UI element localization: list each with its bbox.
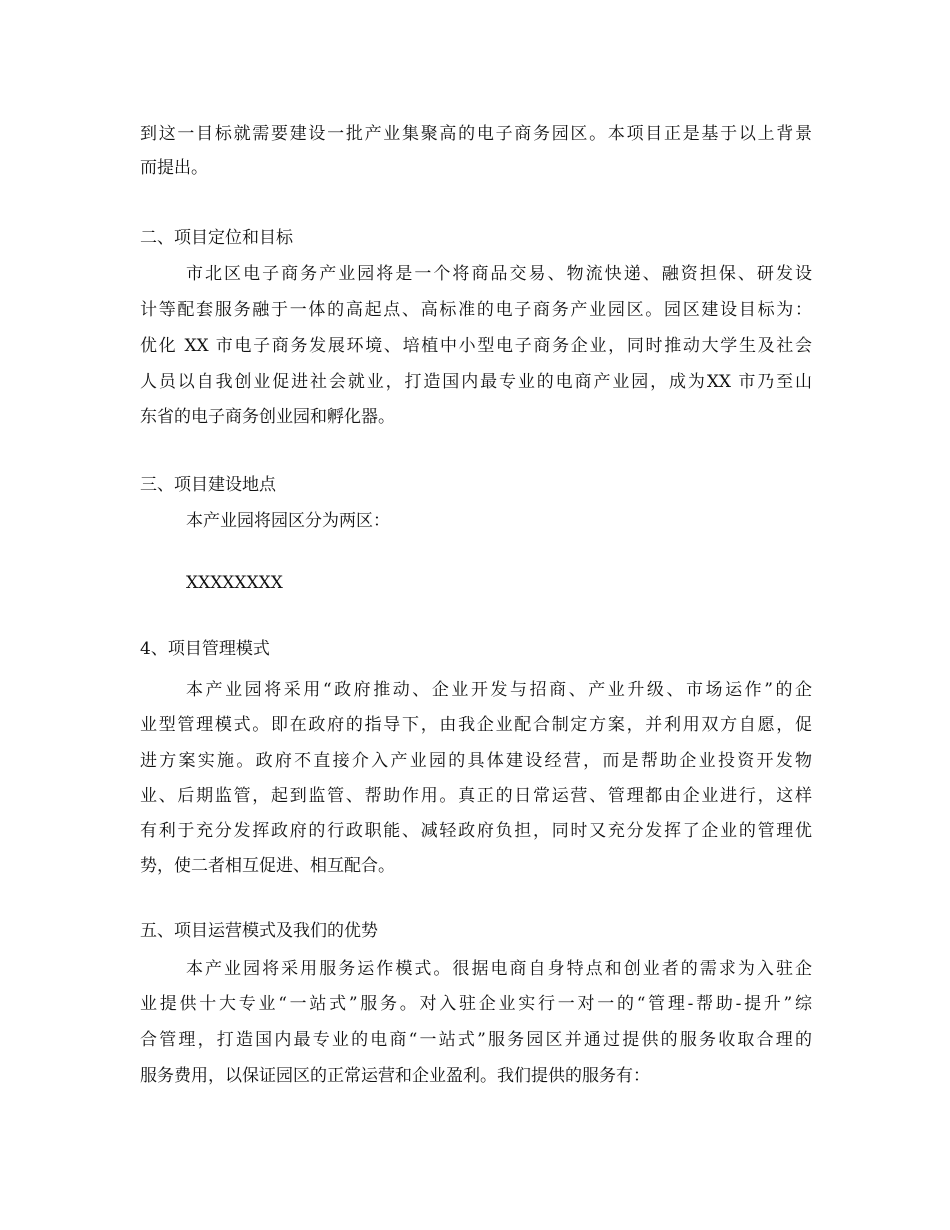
section-5-line-2: 业提供十大专业“一站式”服务。对入驻企业实行一对一的“管理-帮助-提升”综 xyxy=(140,994,812,1014)
section-4-heading: 4、项目管理模式 xyxy=(140,639,270,659)
section-3-heading: 三、项目建设地点 xyxy=(140,475,276,495)
section-2-line-5: 东省的电子商务创业园和孵化器。 xyxy=(140,407,395,427)
section-2-line-2: 计等配套服务融于一体的高起点、高标准的电子商务产业园区。园区建设目标为： xyxy=(140,300,812,320)
section-5-line-1: 本产业园将采用服务运作模式。很据电商自身特点和创业者的需求为入驻企 xyxy=(186,959,812,979)
section-2-line-4: 人员以自我创业促进社会就业，打造国内最专业的电商产业园，成为XX 市乃至山 xyxy=(140,372,812,392)
section-5-line-4: 服务费用，以保证园区的正常运营和企业盈利。我们提供的服务有： xyxy=(140,1066,650,1086)
section-4-line-6: 势，使二者相互促进、相互配合。 xyxy=(140,856,395,876)
section-2-line-3: 优化 XX 市电子商务发展环境、培植中小型电子商务企业，同时推动大学生及社会 xyxy=(140,336,812,356)
section-4-line-4: 业、后期监管，起到监管、帮助作用。真正的日常运营、管理都由企业进行，这样 xyxy=(140,786,812,806)
intro-line-2: 而提出。 xyxy=(140,158,208,178)
section-3-line-2: XXXXXXXX xyxy=(186,573,283,593)
intro-line-1: 到这一目标就需要建设一批产业集聚高的电子商务园区。本项目正是基于以上背景 xyxy=(140,124,812,144)
section-4-line-3: 进方案实施。政府不直接介入产业园的具体建设经营，而是帮助企业投资开发物 xyxy=(140,751,812,771)
section-4-line-5: 有利于充分发挥政府的行政职能、减轻政府负担，同时又充分发挥了企业的管理优 xyxy=(140,821,812,841)
section-2-heading: 二、项目定位和目标 xyxy=(140,228,293,248)
section-5-line-3: 合管理，打造国内最专业的电商“一站式”服务园区并通过提供的服务收取合理的 xyxy=(140,1030,812,1050)
section-2-line-1: 市北区电子商务产业园将是一个将商品交易、物流快递、融资担保、研发设 xyxy=(186,264,812,284)
section-3-line-1: 本产业园将园区分为两区： xyxy=(186,511,390,531)
section-5-heading: 五、项目运营模式及我们的优势 xyxy=(140,921,378,941)
section-4-line-2: 业型管理模式。即在政府的指导下，由我企业配合制定方案，并利用双方自愿，促 xyxy=(140,715,812,735)
section-4-line-1: 本产业园将采用“政府推动、企业开发与招商、产业升级、市场运作”的企 xyxy=(186,680,812,700)
